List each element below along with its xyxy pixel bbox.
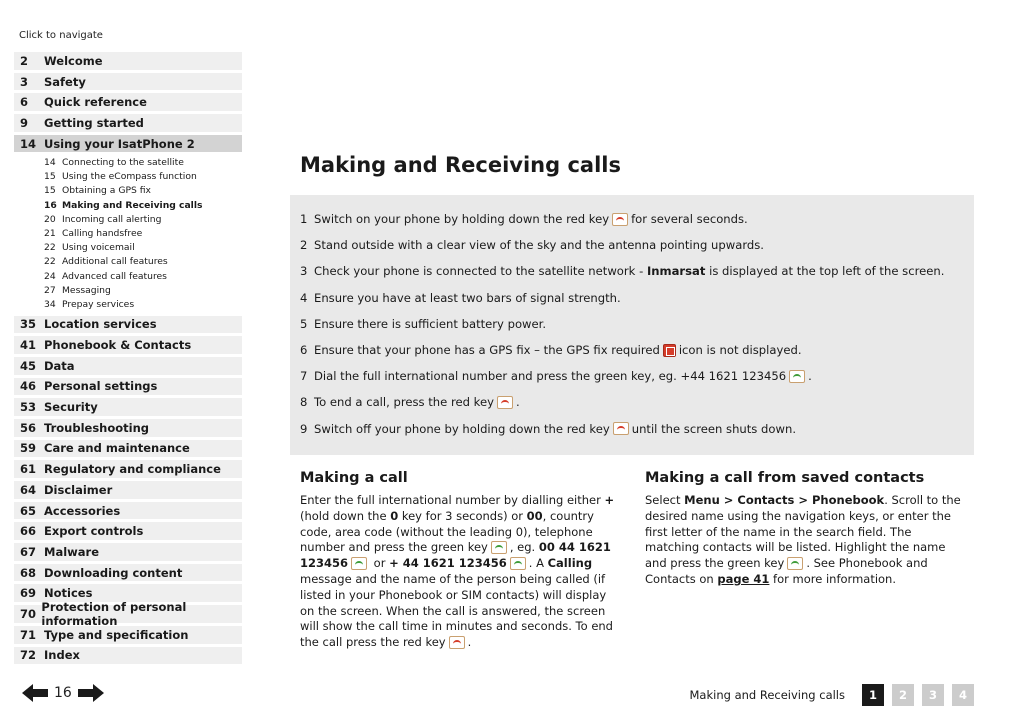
step-text: Ensure there is sufficient battery power. bbox=[314, 316, 547, 331]
gps-fix-required-icon bbox=[663, 344, 676, 357]
toc-item-number: 46 bbox=[20, 379, 37, 394]
toc-sub-item[interactable] bbox=[14, 212, 242, 226]
toc-item-number: 66 bbox=[20, 524, 37, 539]
toc-item-label: Type and specification bbox=[44, 627, 189, 642]
section-body bbox=[300, 493, 620, 651]
making-a-call-section bbox=[300, 470, 620, 651]
table-of-contents bbox=[14, 52, 242, 667]
section-title: Making a call from saved contacts bbox=[645, 470, 925, 486]
step-text: . bbox=[515, 395, 520, 410]
toc-item-number: 53 bbox=[20, 400, 37, 415]
green-key-icon bbox=[789, 370, 805, 383]
step-item bbox=[300, 363, 964, 389]
toc-item-label: Troubleshooting bbox=[44, 420, 150, 435]
toc-item-number: 61 bbox=[20, 462, 37, 477]
step-number: 7 bbox=[300, 369, 308, 384]
section-title: Making a call bbox=[300, 470, 408, 486]
step-item bbox=[300, 285, 964, 311]
toc-sub-number: 24 bbox=[44, 270, 56, 282]
toc-item-label: Index bbox=[44, 648, 80, 663]
body-text: message and the name of the person being called (if listed in your Phonebook or SIM contacts) will display on the screen. When the call is answered, the screen will show the call time in minutes and seconds. To end the call press the red key bbox=[300, 571, 613, 650]
green-key-icon bbox=[351, 557, 367, 570]
step-number: 9 bbox=[300, 421, 308, 436]
toc-sub-item[interactable] bbox=[14, 269, 242, 283]
toc-sub-number: 21 bbox=[44, 227, 56, 239]
toc-item-welcome[interactable] bbox=[14, 52, 242, 70]
step-text: Ensure you have at least two bars of signal strength. bbox=[314, 290, 621, 305]
toc-item-label: Getting started bbox=[44, 115, 144, 130]
toc-item-getting-started[interactable] bbox=[14, 114, 242, 132]
body-bold: + bbox=[604, 493, 615, 507]
toc-item-label: Location services bbox=[44, 317, 157, 332]
toc-item-index[interactable] bbox=[14, 647, 242, 665]
toc-item-label: Security bbox=[44, 400, 98, 415]
page-41-link[interactable]: page 41 bbox=[717, 571, 770, 586]
body-text: . bbox=[467, 635, 472, 650]
body-bold: + 44 1621 123456 bbox=[389, 556, 507, 571]
step-number: 8 bbox=[300, 395, 308, 410]
page-navigator bbox=[20, 682, 106, 704]
footer bbox=[690, 684, 975, 706]
toc-item-label: Phonebook & Contacts bbox=[44, 338, 192, 353]
toc-item-label: Data bbox=[44, 358, 75, 373]
body-text: . A bbox=[528, 556, 548, 571]
body-text: . Scroll to the desired name using the navigation keys, or enter the first letter of the name in the search field. The matching contacts will be listed. Highlight the name and press the green key bbox=[645, 493, 961, 571]
toc-item-number: 9 bbox=[20, 115, 29, 130]
step-number: 4 bbox=[300, 290, 308, 305]
next-page-arrow-icon[interactable] bbox=[76, 682, 106, 704]
step-text: until the screen shuts down. bbox=[631, 421, 797, 436]
menu-path: Menu > Contacts > Phonebook bbox=[684, 493, 885, 507]
toc-item-label: Malware bbox=[44, 544, 100, 559]
toc-sub-label: Using the eCompass function bbox=[62, 171, 197, 183]
toc-item-troubleshooting[interactable] bbox=[14, 419, 242, 437]
toc-sub-item[interactable] bbox=[14, 255, 242, 269]
toc-item-regulatory[interactable] bbox=[14, 460, 242, 478]
step-number: 2 bbox=[300, 238, 308, 253]
toc-item-label: Notices bbox=[44, 586, 93, 601]
toc-item-using-isatphone[interactable] bbox=[14, 135, 242, 153]
toc-sub-number: 20 bbox=[44, 213, 56, 225]
toc-item-label: Disclaimer bbox=[44, 482, 113, 497]
toc-sub-label: Additional call features bbox=[62, 256, 168, 268]
previous-page-arrow-icon[interactable] bbox=[20, 682, 50, 704]
toc-item-number: 65 bbox=[20, 503, 37, 518]
toc-item-label: Personal settings bbox=[44, 379, 158, 394]
step-text: Check your phone is connected to the satellite network - bbox=[314, 264, 647, 279]
toc-item-accessories[interactable] bbox=[14, 502, 242, 520]
green-key-icon bbox=[491, 541, 507, 554]
toc-item-number: 64 bbox=[20, 482, 37, 497]
nav-hint: Click to navigate bbox=[19, 30, 103, 41]
toc-item-specification[interactable] bbox=[14, 626, 242, 644]
body-text: Enter the full international number by dialling either bbox=[300, 493, 605, 507]
step-text: Dial the full international number and press the green key, eg. +44 1621 123456 bbox=[314, 369, 787, 384]
step-text: for several seconds. bbox=[631, 212, 748, 227]
step-text: . bbox=[808, 369, 812, 384]
toc-item-malware[interactable] bbox=[14, 543, 242, 561]
toc-item-label: Accessories bbox=[44, 503, 121, 518]
toc-sub-item[interactable] bbox=[14, 283, 242, 297]
body-bold: 00 bbox=[526, 508, 543, 523]
toc-item-number: 6 bbox=[20, 95, 29, 110]
section-body bbox=[645, 493, 965, 588]
body-text: (hold down the bbox=[300, 508, 391, 523]
toc-sub-number: 14 bbox=[44, 157, 56, 169]
toc-item-label: Downloading content bbox=[44, 565, 183, 580]
toc-item-number: 69 bbox=[20, 586, 37, 601]
toc-item-number: 45 bbox=[20, 358, 37, 373]
step-text: Stand outside with a clear view of the sky and the antenna pointing upwards. bbox=[314, 238, 764, 253]
red-key-icon bbox=[612, 213, 628, 226]
toc-sub-number: 22 bbox=[44, 256, 56, 268]
toc-item-number: 67 bbox=[20, 544, 37, 559]
toc-sub-item[interactable] bbox=[14, 226, 242, 240]
toc-item-label: Regulatory and compliance bbox=[44, 462, 221, 477]
step-text: Switch on your phone by holding down the red key bbox=[314, 212, 610, 227]
toc-item-label: Protection of personal information bbox=[41, 599, 187, 628]
step-text: icon is not displayed. bbox=[678, 343, 802, 358]
toc-item-personal-settings[interactable] bbox=[14, 378, 242, 396]
step-text: is displayed at the top left of the screen. bbox=[705, 264, 945, 279]
red-key-icon bbox=[613, 422, 629, 435]
toc-item-downloading[interactable] bbox=[14, 564, 242, 582]
toc-item-location-services[interactable] bbox=[14, 316, 242, 334]
subpage-tab-1[interactable]: 1 bbox=[862, 684, 884, 706]
toc-sub-label: Obtaining a GPS fix bbox=[62, 185, 151, 197]
step-text: To end a call, press the red key bbox=[314, 395, 494, 410]
toc-sub-label: Using voicemail bbox=[62, 242, 135, 254]
toc-item-label: Care and maintenance bbox=[44, 441, 190, 456]
toc-sub-number: 22 bbox=[44, 242, 56, 254]
toc-item-number: 72 bbox=[20, 648, 37, 663]
toc-sub-number: 27 bbox=[44, 284, 56, 296]
toc-sub-item[interactable] bbox=[14, 170, 242, 184]
toc-sub-number: 34 bbox=[44, 298, 56, 310]
current-page-number: 16 bbox=[54, 685, 72, 701]
toc-item-phonebook[interactable] bbox=[14, 336, 242, 354]
toc-item-label: Using your IsatPhone 2 bbox=[44, 136, 195, 151]
body-text: for more information. bbox=[769, 571, 897, 586]
toc-item-safety[interactable] bbox=[14, 73, 242, 91]
toc-sub-number: 16 bbox=[44, 199, 57, 211]
toc-item-number: 41 bbox=[20, 338, 37, 353]
body-text: , country code, area code (without the leading 0), telephone number and press the green key bbox=[300, 508, 594, 555]
toc-item-data[interactable] bbox=[14, 357, 242, 375]
toc-sub-label: Making and Receiving calls bbox=[62, 199, 203, 211]
toc-sub-item[interactable] bbox=[14, 297, 242, 311]
toc-item-number: 14 bbox=[20, 136, 37, 151]
toc-item-privacy[interactable] bbox=[14, 599, 242, 628]
green-key-icon bbox=[510, 557, 526, 570]
toc-item-quick-reference[interactable] bbox=[14, 93, 242, 111]
step-item bbox=[300, 389, 964, 415]
step-item bbox=[300, 258, 964, 284]
toc-sub-number: 15 bbox=[44, 171, 56, 183]
toc-sub-item[interactable] bbox=[14, 241, 242, 255]
body-text: Select bbox=[645, 493, 685, 507]
toc-item-label: Welcome bbox=[44, 53, 103, 68]
steps-panel bbox=[290, 195, 974, 455]
step-item bbox=[300, 416, 964, 442]
body-text: , eg. bbox=[509, 540, 539, 555]
subpage-tab-4[interactable]: 4 bbox=[952, 684, 974, 706]
green-key-icon bbox=[787, 557, 803, 570]
toc-item-care[interactable] bbox=[14, 440, 242, 458]
footer-section-title: Making and Receiving calls bbox=[689, 688, 845, 702]
step-text: Switch off your phone by holding down the red key bbox=[314, 421, 610, 436]
body-bold: Calling bbox=[547, 556, 593, 571]
toc-sub-label: Prepay services bbox=[62, 298, 135, 310]
step-number: 6 bbox=[300, 343, 308, 358]
toc-item-number: 68 bbox=[20, 565, 37, 580]
toc-item-label: Quick reference bbox=[44, 95, 147, 110]
toc-sub-item[interactable] bbox=[14, 155, 242, 169]
red-key-icon bbox=[497, 396, 513, 409]
step-item bbox=[300, 311, 964, 337]
toc-sub-number: 15 bbox=[44, 185, 56, 197]
toc-item-label: Safety bbox=[44, 74, 86, 89]
subpage-tab-3[interactable]: 3 bbox=[922, 684, 944, 706]
toc-item-number: 2 bbox=[20, 53, 29, 68]
body-text: key for 3 seconds) or bbox=[398, 508, 527, 523]
toc-sub-label: Incoming call alerting bbox=[62, 213, 162, 225]
step-item bbox=[300, 206, 964, 232]
body-bold: 00 44 1621 123456 bbox=[300, 540, 611, 571]
toc-sub-label: Advanced call features bbox=[62, 270, 167, 282]
subpage-tab-2[interactable]: 2 bbox=[892, 684, 914, 706]
toc-sub-label: Connecting to the satellite bbox=[62, 157, 184, 169]
toc-sub-item-current[interactable] bbox=[14, 198, 242, 212]
step-item bbox=[300, 337, 964, 363]
toc-sub-item[interactable] bbox=[14, 184, 242, 198]
step-number: 1 bbox=[300, 212, 308, 227]
toc-item-number: 3 bbox=[20, 74, 29, 89]
toc-item-disclaimer[interactable] bbox=[14, 481, 242, 499]
network-name: Inmarsat bbox=[646, 264, 706, 279]
toc-item-label: Export controls bbox=[44, 524, 144, 539]
toc-item-number: 59 bbox=[20, 441, 37, 456]
toc-sub-list bbox=[14, 155, 242, 311]
body-bold: 0 bbox=[390, 508, 399, 523]
page-title: Making and Receiving calls bbox=[300, 153, 621, 177]
step-number: 3 bbox=[300, 264, 308, 279]
toc-item-number: 35 bbox=[20, 317, 37, 332]
step-number: 5 bbox=[300, 316, 308, 331]
toc-sub-label: Messaging bbox=[62, 284, 111, 296]
toc-sub-label: Calling handsfree bbox=[62, 227, 143, 239]
step-item bbox=[300, 232, 964, 258]
step-text: Ensure that your phone has a GPS fix – the GPS fix required bbox=[314, 343, 660, 358]
toc-item-number: 70 bbox=[20, 606, 37, 621]
red-key-icon bbox=[449, 636, 465, 649]
toc-item-number: 71 bbox=[20, 627, 37, 642]
toc-item-export-controls[interactable] bbox=[14, 522, 242, 540]
toc-item-security[interactable] bbox=[14, 398, 242, 416]
body-text: or bbox=[370, 556, 390, 571]
toc-item-number: 56 bbox=[20, 420, 37, 435]
body-text: . See Phonebook and Contacts on bbox=[645, 556, 928, 586]
saved-contacts-section bbox=[645, 470, 965, 588]
